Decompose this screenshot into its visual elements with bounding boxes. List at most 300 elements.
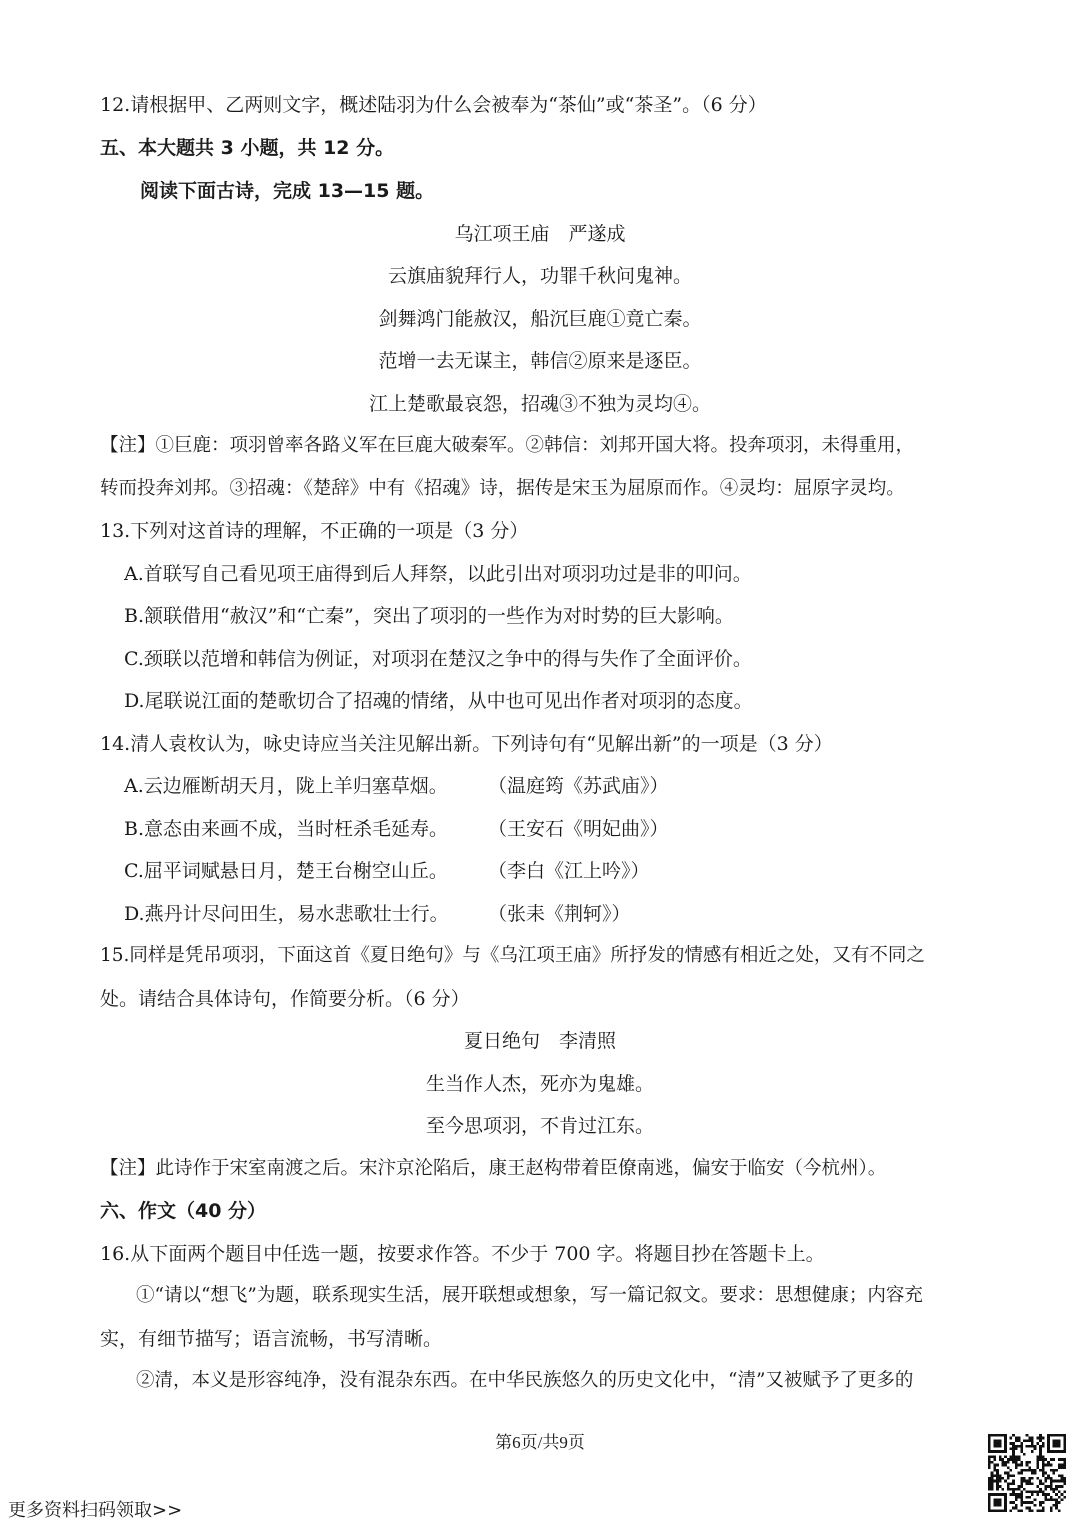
qr-module (1058, 1501, 1061, 1504)
q14-option-b-text: B.意态由来画不成，当时枉杀毛延寿。 (124, 818, 449, 840)
qr-module (1028, 1482, 1031, 1485)
qr-module (1031, 1482, 1034, 1485)
qr-module (1018, 1456, 1021, 1459)
q14-option-a (124, 773, 448, 799)
qr-module (1028, 1490, 1031, 1493)
qr-module (991, 1456, 994, 1459)
note-2: 【注】此诗作于宋室南渡之后。宋汴京沦陷后，康王赵构带着臣僚南逃，偏安于临安（今杭州）。 (100, 1158, 887, 1179)
q14-option-d-text: D.燕丹计尽问田生，易水悲歌壮士行。 (124, 903, 449, 925)
qr-module (1031, 1439, 1034, 1442)
qr-module (1007, 1485, 1010, 1488)
qr-module (999, 1456, 1002, 1459)
qr-module (1015, 1466, 1018, 1469)
qr-module (1058, 1480, 1061, 1483)
qr-module (1044, 1472, 1047, 1475)
q14-option-b (124, 816, 448, 842)
qr-module (988, 1485, 991, 1488)
qr-module (1015, 1447, 1018, 1450)
qr-module (1010, 1493, 1013, 1496)
qr-module (1020, 1499, 1023, 1502)
qr-module (1012, 1488, 1015, 1491)
qr-module (1063, 1466, 1066, 1469)
qr-module (1061, 1499, 1064, 1502)
q13-option-a: A.首联写自己看见项王庙得到后人拜祭，以此引出对项羽功过是非的叩问。 (124, 563, 752, 585)
note-1-line-a: 【注】①巨鹿：项羽曾率各路义军在巨鹿大破秦军。②韩信：刘邦开国大将。投奔项羽，未得重用， (100, 435, 915, 456)
qr-module (1042, 1466, 1045, 1469)
qr-module (1004, 1464, 1007, 1467)
qr-module (1007, 1477, 1010, 1480)
qr-module (1015, 1499, 1018, 1502)
qr-module (991, 1488, 994, 1491)
qr-module (1012, 1434, 1015, 1437)
qr-module (1018, 1485, 1021, 1488)
qr-module (1015, 1504, 1018, 1507)
qr-module (1012, 1447, 1015, 1450)
qr-module (1012, 1442, 1015, 1445)
qr-module (1026, 1480, 1029, 1483)
qr-module (1055, 1499, 1058, 1502)
qr-module (1042, 1461, 1045, 1464)
qr-module (1012, 1474, 1015, 1477)
qr-module (1039, 1447, 1042, 1450)
qr-module (1018, 1472, 1021, 1475)
qr-module (1058, 1466, 1061, 1469)
qr-module (996, 1485, 999, 1488)
qr-module (1036, 1442, 1039, 1445)
poem1-line-3: 范增一去无谋主，韩信②原来是逐臣。 (378, 350, 702, 372)
question-14: 14.清人袁枚认为，咏史诗应当关注见解出新。下列诗句有“见解出新”的一项是（3 分） (100, 733, 833, 755)
qr-module (1047, 1493, 1050, 1496)
qr-module (1028, 1480, 1031, 1483)
q14-option-d (124, 901, 449, 927)
qr-module (1061, 1474, 1064, 1477)
qr-code-icon[interactable] (988, 1434, 1066, 1512)
qr-module (1044, 1458, 1047, 1461)
qr-module (1050, 1485, 1053, 1488)
qr-module (1058, 1474, 1061, 1477)
qr-module (996, 1472, 999, 1475)
qr-module (1050, 1458, 1053, 1461)
qr-module (1031, 1437, 1034, 1440)
qr-module (1001, 1477, 1004, 1480)
q14-option-a-text: A.云边雁断胡天月，陇上羊归塞草烟。 (124, 775, 448, 797)
qr-module (1061, 1477, 1064, 1480)
qr-module (1036, 1456, 1039, 1459)
qr-module (1039, 1439, 1042, 1442)
qr-module (1010, 1447, 1013, 1450)
qr-module (1061, 1458, 1064, 1461)
qr-module (1044, 1496, 1047, 1499)
question-12: 12.请根据甲、乙两则文字，概述陆羽为什么会被奉为“茶仙”或“茶圣”。（6 分） (100, 94, 767, 116)
qr-module (1050, 1507, 1053, 1510)
qr-module (1010, 1456, 1013, 1459)
note-1-line-b: 转而投奔刘邦。③招魂：《楚辞》中有《招魂》诗，据传是宋玉为屈原而作。④灵均：屈原字灵均。 (100, 478, 905, 499)
qr-module (1010, 1458, 1013, 1461)
qr-module (1012, 1507, 1015, 1510)
qr-module (996, 1477, 999, 1480)
qr-module (1007, 1466, 1010, 1469)
qr-module (1055, 1493, 1058, 1496)
qr-module (993, 1464, 996, 1467)
qr-module (1001, 1464, 1004, 1467)
qr-module (1007, 1458, 1010, 1461)
qr-module (1026, 1490, 1029, 1493)
question-13: 13.下列对这首诗的理解，不正确的一项是（3 分） (100, 520, 529, 542)
qr-module (988, 1477, 991, 1480)
qr-module (1015, 1445, 1018, 1448)
qr-module (1063, 1496, 1066, 1499)
qr-module (996, 1474, 999, 1477)
qr-module (1020, 1477, 1023, 1480)
qr-module (1050, 1464, 1053, 1467)
qr-module (1028, 1445, 1031, 1448)
qr-module (1058, 1509, 1061, 1512)
section-6-heading: 六、作文（40 分） (100, 1200, 267, 1222)
qr-module (1058, 1464, 1061, 1467)
qr-module (993, 1469, 996, 1472)
qr-module (1042, 1501, 1045, 1504)
qr-module (996, 1488, 999, 1491)
qr-module (1015, 1461, 1018, 1464)
qr-module (1061, 1480, 1064, 1483)
qr-module (1036, 1464, 1039, 1467)
qr-module (1015, 1507, 1018, 1510)
qr-module (1004, 1456, 1007, 1459)
qr-module (1058, 1490, 1061, 1493)
qr-module (1058, 1496, 1061, 1499)
qr-module (991, 1474, 994, 1477)
qr-module (1050, 1509, 1053, 1512)
qr-module (1026, 1439, 1029, 1442)
qr-module (1028, 1477, 1031, 1480)
qr-module (1061, 1464, 1064, 1467)
qr-module (1012, 1445, 1015, 1448)
qr-module (1010, 1509, 1013, 1512)
qr-module (999, 1474, 1002, 1477)
qr-module (1061, 1493, 1064, 1496)
qr-module (1020, 1472, 1023, 1475)
qr-module (1012, 1456, 1015, 1459)
qr-module (1028, 1501, 1031, 1504)
qr-module (1018, 1439, 1021, 1442)
qr-module (1020, 1464, 1023, 1467)
qr-module (1010, 1442, 1013, 1445)
qr-module (996, 1480, 999, 1483)
qr-module (1042, 1442, 1045, 1445)
qr-module (1047, 1485, 1050, 1488)
qr-module (1039, 1480, 1042, 1483)
qr-module (1031, 1472, 1034, 1475)
qr-module (1012, 1482, 1015, 1485)
qr-module (1042, 1490, 1045, 1493)
qr-module (1026, 1464, 1029, 1467)
qr-module (993, 1456, 996, 1459)
qr-module (988, 1458, 991, 1461)
qr-module (1050, 1499, 1053, 1502)
qr-module (1015, 1456, 1018, 1459)
qr-module (1007, 1482, 1010, 1485)
qr-module (1018, 1496, 1021, 1499)
poem1-line-2: 剑舞鸿门能赦汉，船沉巨鹿①竟亡秦。 (378, 308, 702, 330)
qr-module (1053, 1458, 1056, 1461)
qr-module (1023, 1439, 1026, 1442)
qr-module (1028, 1466, 1031, 1469)
qr-module (1018, 1493, 1021, 1496)
qr-module (1020, 1469, 1023, 1472)
qr-module (1034, 1472, 1037, 1475)
qr-module (1020, 1490, 1023, 1493)
q14-option-c-text: C.屈平词赋悬日月，楚王台榭空山丘。 (124, 860, 448, 882)
question-16: 16.从下面两个题目中任选一题，按要求作答。不少于 700 字。将题目抄在答题卡上。 (100, 1243, 825, 1265)
qr-module (1028, 1507, 1031, 1510)
qr-module (1007, 1461, 1010, 1464)
qr-module (1039, 1450, 1042, 1453)
qr-module (1036, 1466, 1039, 1469)
qr-module (1055, 1501, 1058, 1504)
qr-module (1039, 1488, 1042, 1491)
qr-module (1015, 1496, 1018, 1499)
qr-module (1055, 1469, 1058, 1472)
qr-module (1020, 1480, 1023, 1483)
qr-module (1047, 1474, 1050, 1477)
qr-module (1020, 1445, 1023, 1448)
qr-module (1055, 1504, 1058, 1507)
qr-module (1039, 1504, 1042, 1507)
qr-module (1044, 1480, 1047, 1483)
qr-module (1012, 1450, 1015, 1453)
qr-module (1039, 1458, 1042, 1461)
qr-module (1036, 1437, 1039, 1440)
qr-module (1050, 1496, 1053, 1499)
qr-module (1012, 1453, 1015, 1456)
qr-module (1044, 1464, 1047, 1467)
qr-module (1020, 1496, 1023, 1499)
qr-module (993, 1480, 996, 1483)
qr-module (1034, 1499, 1037, 1502)
qr-module (1042, 1507, 1045, 1510)
qr-module (1015, 1464, 1018, 1467)
qr-module (1004, 1461, 1007, 1464)
qr-module (1039, 1482, 1042, 1485)
qr-module (1034, 1447, 1037, 1450)
qr-module (1010, 1488, 1013, 1491)
qr-module (1063, 1461, 1066, 1464)
qr-module (1055, 1507, 1058, 1510)
qr-module (1039, 1501, 1042, 1504)
qr-module (1028, 1469, 1031, 1472)
qr-module (1047, 1461, 1050, 1464)
qr-module (1026, 1507, 1029, 1510)
qr-module (988, 1464, 991, 1467)
qr-module (1028, 1461, 1031, 1464)
qr-module (1010, 1469, 1013, 1472)
qr-module (1018, 1464, 1021, 1467)
qr-module (1010, 1501, 1013, 1504)
qr-module (1061, 1485, 1064, 1488)
qr-module (1034, 1445, 1037, 1448)
qr-module (991, 1482, 994, 1485)
qr-module (1018, 1509, 1021, 1512)
qr-module (1020, 1447, 1023, 1450)
poem2-line-1: 生当作人杰，死亦为鬼雄。 (425, 1073, 654, 1095)
q14-option-c-source: （李白《江上吟》） (488, 860, 650, 882)
qr-module (1007, 1474, 1010, 1477)
qr-module (1023, 1469, 1026, 1472)
qr-module (1026, 1469, 1029, 1472)
qr-module (1020, 1450, 1023, 1453)
qr-module (1004, 1472, 1007, 1475)
qr-module (1050, 1480, 1053, 1483)
qr-module (1031, 1493, 1034, 1496)
qr-module (1018, 1445, 1021, 1448)
qr-module (1061, 1466, 1064, 1469)
qr-module (1001, 1488, 1004, 1491)
q16-topic-1-line-b: 实，有细节描写；语言流畅，书写清晰。 (100, 1328, 443, 1350)
qr-module (1042, 1464, 1045, 1467)
qr-module (993, 1466, 996, 1469)
qr-module (1018, 1488, 1021, 1491)
qr-module (1044, 1477, 1047, 1480)
qr-module (1020, 1493, 1023, 1496)
qr-module (988, 1461, 991, 1464)
poem-instruction: 阅读下面古诗，完成 13—15 题。 (140, 180, 435, 202)
qr-module (1026, 1461, 1029, 1464)
qr-module (1053, 1504, 1056, 1507)
qr-module (1039, 1456, 1042, 1459)
qr-module (1012, 1501, 1015, 1504)
qr-module (1036, 1490, 1039, 1493)
qr-module (1042, 1458, 1045, 1461)
poem2-title: 夏日绝句 李清照 (463, 1030, 616, 1052)
qr-module (1039, 1469, 1042, 1472)
qr-module (1020, 1482, 1023, 1485)
qr-module (1020, 1504, 1023, 1507)
qr-module (1042, 1493, 1045, 1496)
qr-module (988, 1480, 991, 1483)
q13-option-c: C.颈联以范增和韩信为例证，对项羽在楚汉之争中的得与失作了全面评价。 (124, 648, 752, 670)
qr-module (1020, 1461, 1023, 1464)
qr-module (1063, 1458, 1066, 1461)
qr-module (993, 1474, 996, 1477)
question-15-line-a: 15.同样是凭吊项羽，下面这首《夏日绝句》与《乌江项王庙》所抒发的情感有相近之处，又有不同之 (100, 945, 925, 966)
qr-module (1053, 1488, 1056, 1491)
qr-module (1047, 1464, 1050, 1467)
qr-module (1042, 1474, 1045, 1477)
qr-module (1031, 1490, 1034, 1493)
qr-module (1031, 1469, 1034, 1472)
qr-module (1039, 1453, 1042, 1456)
qr-module (1026, 1482, 1029, 1485)
qr-module (991, 1477, 994, 1480)
qr-module (1063, 1482, 1066, 1485)
qr-module (1031, 1450, 1034, 1453)
qr-module (1053, 1480, 1056, 1483)
qr-module (1028, 1509, 1031, 1512)
qr-module (1010, 1437, 1013, 1440)
qr-module (1042, 1472, 1045, 1475)
qr-module (1044, 1499, 1047, 1502)
poem2-line-2: 至今思项羽，不肯过江东。 (425, 1115, 654, 1137)
qr-module (1010, 1474, 1013, 1477)
poem1-line-1: 云旗庙貌拜行人，功罪千秋问鬼神。 (387, 265, 692, 287)
qr-module (1018, 1458, 1021, 1461)
qr-module (1020, 1509, 1023, 1512)
qr-module (1063, 1464, 1066, 1467)
qr-module (993, 1458, 996, 1461)
qr-module (1004, 1480, 1007, 1483)
qr-module (1036, 1461, 1039, 1464)
qr-module (1028, 1439, 1031, 1442)
qr-module (1042, 1509, 1045, 1512)
more-materials-link[interactable]: 更多资料扫码领取>> (8, 1500, 183, 1521)
qr-module (1053, 1490, 1056, 1493)
q13-option-d: D.尾联说江面的楚歌切合了招魂的情绪，从中也可见出作者对项羽的态度。 (124, 690, 753, 712)
q13-option-b: B.颔联借用“赦汉”和“亡秦”，突出了项羽的一些作为对时势的巨大影响。 (124, 605, 734, 627)
qr-module (1023, 1501, 1026, 1504)
page-number: 第6页/共9页 (495, 1433, 585, 1452)
qr-module (996, 1482, 999, 1485)
qr-module (996, 1469, 999, 1472)
qr-module (1015, 1437, 1018, 1440)
qr-module (1044, 1488, 1047, 1491)
q16-topic-1-line-a: ①“请以“想飞”为题，联系现实生活，展开联想或想象，写一篇记叙文。要求：思想健康；内容充 (136, 1285, 923, 1306)
qr-module (1007, 1472, 1010, 1475)
qr-module (1001, 1461, 1004, 1464)
qr-module (1028, 1496, 1031, 1499)
qr-module (1031, 1501, 1034, 1504)
qr-module (996, 1464, 999, 1467)
qr-module (1018, 1437, 1021, 1440)
qr-module (1020, 1501, 1023, 1504)
qr-module (1042, 1445, 1045, 1448)
qr-module (1026, 1445, 1029, 1448)
qr-module (1047, 1499, 1050, 1502)
qr-module (1053, 1499, 1056, 1502)
qr-module (1023, 1453, 1026, 1456)
qr-module (1015, 1493, 1018, 1496)
qr-module (1050, 1477, 1053, 1480)
qr-module (1036, 1509, 1039, 1512)
q14-option-b-source: （王安石《明妃曲》） (488, 818, 669, 840)
qr-module (1020, 1485, 1023, 1488)
qr-module (1042, 1482, 1045, 1485)
qr-module (1042, 1437, 1045, 1440)
qr-module (1039, 1509, 1042, 1512)
q14-option-a-source: （温庭筠《苏武庙》） (488, 775, 669, 797)
qr-module (1026, 1496, 1029, 1499)
qr-module (1015, 1439, 1018, 1442)
qr-module (1010, 1482, 1013, 1485)
qr-module (988, 1466, 991, 1469)
qr-module (1063, 1480, 1066, 1483)
qr-module (1050, 1488, 1053, 1491)
q16-topic-2-line-a: ②清，本义是形容纯净，没有混杂东西。在中华民族悠久的历史文化中，“清”又被赋予了更多的 (136, 1370, 914, 1391)
qr-module (1026, 1434, 1029, 1437)
qr-module (1012, 1490, 1015, 1493)
section-5-heading: 五、本大题共 3 小题，共 12 分。 (100, 137, 395, 159)
qr-module (1012, 1458, 1015, 1461)
qr-module (1034, 1469, 1037, 1472)
qr-module (1055, 1480, 1058, 1483)
qr-module (1012, 1461, 1015, 1464)
qr-module (1042, 1456, 1045, 1459)
qr-module (1053, 1472, 1056, 1475)
qr-module (1012, 1480, 1015, 1483)
qr-module (1031, 1442, 1034, 1445)
qr-module (1031, 1509, 1034, 1512)
qr-module (1042, 1469, 1045, 1472)
qr-module (991, 1461, 994, 1464)
